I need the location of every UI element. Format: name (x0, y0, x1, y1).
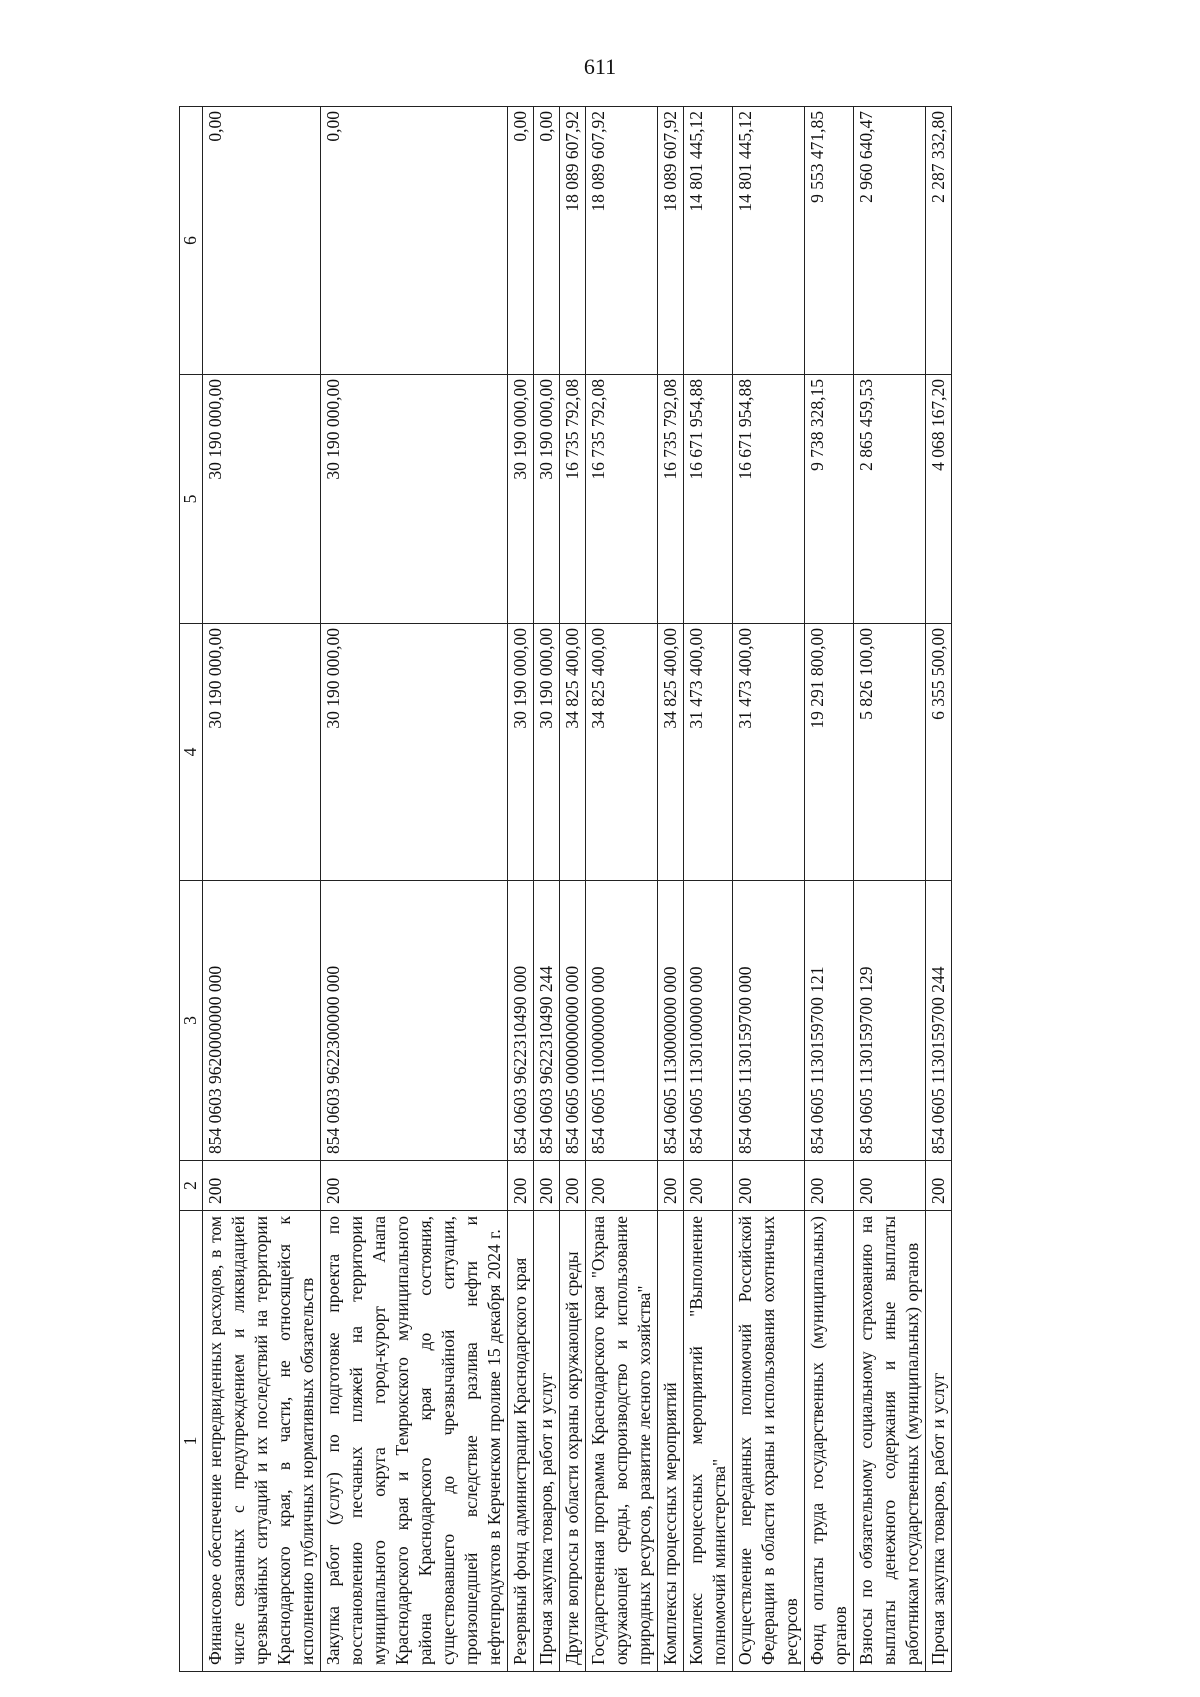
header-col-2: 2 (180, 1161, 203, 1211)
table-row (321, 107, 508, 1672)
row-col-6: 0,00 (203, 107, 321, 375)
row-code: 854 0605 1130100000 000 (684, 881, 733, 1161)
row-code: 854 0605 0000000000 000 (560, 881, 586, 1161)
row-code: 854 0605 1100000000 000 (586, 881, 658, 1161)
row-col-5: 30 190 000,00 (508, 375, 534, 624)
row-code: 854 0605 1130159700 244 (926, 881, 952, 1161)
row-col-4: 30 190 000,00 (321, 624, 508, 881)
row-col-5: 30 190 000,00 (534, 375, 560, 624)
row-col-6: 0,00 (321, 107, 508, 375)
row-col-6: 0,00 (534, 107, 560, 375)
row-col-4: 34 825 400,00 (586, 624, 658, 881)
row-col-5: 16 671 954,88 (733, 375, 805, 624)
header-col-5: 5 (180, 375, 203, 624)
row-col-4: 6 355 500,00 (926, 624, 952, 881)
table-row (733, 107, 805, 1672)
row-code: 854 0603 9620000000 000 (203, 881, 321, 1161)
row-col-5: 30 190 000,00 (321, 375, 508, 624)
row-description: Взносы по обязательному социальному страхованию на выплаты денежного содержания и иные выплаты работникам государственных (муниципальных) органов (854, 1211, 926, 1672)
row-description: Осуществление переданных полномочий Российской Федерации в области охраны и использования охотничьих ресурсов (733, 1211, 805, 1672)
row-col-6: 18 089 607,92 (658, 107, 684, 375)
header-col-3: 3 (180, 881, 203, 1161)
row-description: Резервный фонд администрации Краснодарского края (508, 1211, 534, 1672)
row-description: Фонд оплаты труда государственных (муниципальных) органов (805, 1211, 854, 1672)
row-col-2: 200 (926, 1161, 952, 1211)
row-col-5: 30 190 000,00 (203, 375, 321, 624)
row-col-2: 200 (854, 1161, 926, 1211)
row-col-4: 31 473 400,00 (684, 624, 733, 881)
table-row (684, 107, 733, 1672)
table-row (560, 107, 586, 1672)
row-code: 854 0605 1130159700 000 (733, 881, 805, 1161)
table-row (854, 107, 926, 1672)
row-col-4: 30 190 000,00 (534, 624, 560, 881)
row-description: Комплексы процессных мероприятий (658, 1211, 684, 1672)
row-col-4: 19 291 800,00 (805, 624, 854, 881)
header-col-6: 6 (180, 107, 203, 375)
row-col-2: 200 (508, 1161, 534, 1211)
row-description: Прочая закупка товаров, работ и услуг (926, 1211, 952, 1672)
row-col-6: 18 089 607,92 (586, 107, 658, 375)
row-code: 854 0605 1130000000 000 (658, 881, 684, 1161)
row-col-6: 0,00 (508, 107, 534, 375)
row-col-2: 200 (684, 1161, 733, 1211)
page-number: 611 (583, 54, 617, 79)
budget-table (179, 106, 952, 1672)
table-row (926, 107, 952, 1672)
row-col-6: 9 553 471,85 (805, 107, 854, 375)
row-description: Государственная программа Краснодарского края "Охрана окружающей среды, воспроизводство и использование природных ресурсов, развитие лесного хозяйства" (586, 1211, 658, 1672)
row-col-4: 34 825 400,00 (658, 624, 684, 881)
row-description: Комплекс процессных мероприятий "Выполнение полномочий министерства" (684, 1211, 733, 1672)
row-code: 854 0605 1130159700 121 (805, 881, 854, 1161)
row-code: 854 0603 9622300000 000 (321, 881, 508, 1161)
row-col-2: 200 (321, 1161, 508, 1211)
row-col-4: 5 826 100,00 (854, 624, 926, 881)
row-col-4: 34 825 400,00 (560, 624, 586, 881)
row-col-5: 4 068 167,20 (926, 375, 952, 624)
row-col-6: 2 960 640,47 (854, 107, 926, 375)
table-row (203, 107, 321, 1672)
table-row (508, 107, 534, 1672)
row-code: 854 0603 9622310490 000 (508, 881, 534, 1161)
row-col-5: 2 865 459,53 (854, 375, 926, 624)
table-row (586, 107, 658, 1672)
header-row (180, 107, 203, 1672)
row-col-2: 200 (805, 1161, 854, 1211)
row-col-2: 200 (203, 1161, 321, 1211)
row-col-2: 200 (586, 1161, 658, 1211)
row-code: 854 0605 1130159700 129 (854, 881, 926, 1161)
table-row (534, 107, 560, 1672)
row-col-5: 16 735 792,08 (586, 375, 658, 624)
row-col-2: 200 (733, 1161, 805, 1211)
rotated-table-container (179, 107, 1051, 1672)
row-col-2: 200 (534, 1161, 560, 1211)
row-col-5: 9 738 328,15 (805, 375, 854, 624)
row-description: Финансовое обеспечение непредвиденных расходов, в том числе связанных с предупреждением и ликвидацией чрезвычайных ситуаций и их последствий на территории Краснодарского края, в части, не относящейся к исполнению публичных нормативных обязательств (203, 1211, 321, 1672)
row-col-4: 30 190 000,00 (203, 624, 321, 881)
row-description: Прочая закупка товаров, работ и услуг (534, 1211, 560, 1672)
row-col-6: 14 801 445,12 (733, 107, 805, 375)
row-col-4: 30 190 000,00 (508, 624, 534, 881)
row-col-4: 31 473 400,00 (733, 624, 805, 881)
header-col-1: 1 (180, 1211, 203, 1672)
row-description: Закупка работ (услуг) по подготовке проекта по восстановлению песчаных пляжей на территории муниципального округа город-курорт Анапа Краснодарского края и Темрюкского муниципального района Краснодарского края до состояния, существовавшего до чрезвычайной ситуации, произошедшей вследствие разлива нефти и нефтепродуктов в Керченском проливе 15 декабря 2024 г. (321, 1211, 508, 1672)
row-col-6: 18 089 607,92 (560, 107, 586, 375)
row-code: 854 0603 9622310490 244 (534, 881, 560, 1161)
row-col-2: 200 (560, 1161, 586, 1211)
row-col-6: 14 801 445,12 (684, 107, 733, 375)
row-col-6: 2 287 332,80 (926, 107, 952, 375)
row-description: Другие вопросы в области охраны окружающей среды (560, 1211, 586, 1672)
row-col-5: 16 735 792,08 (560, 375, 586, 624)
header-col-4: 4 (180, 624, 203, 881)
table-row (805, 107, 854, 1672)
row-col-2: 200 (658, 1161, 684, 1211)
row-col-5: 16 671 954,88 (684, 375, 733, 624)
table-row (658, 107, 684, 1672)
row-col-5: 16 735 792,08 (658, 375, 684, 624)
